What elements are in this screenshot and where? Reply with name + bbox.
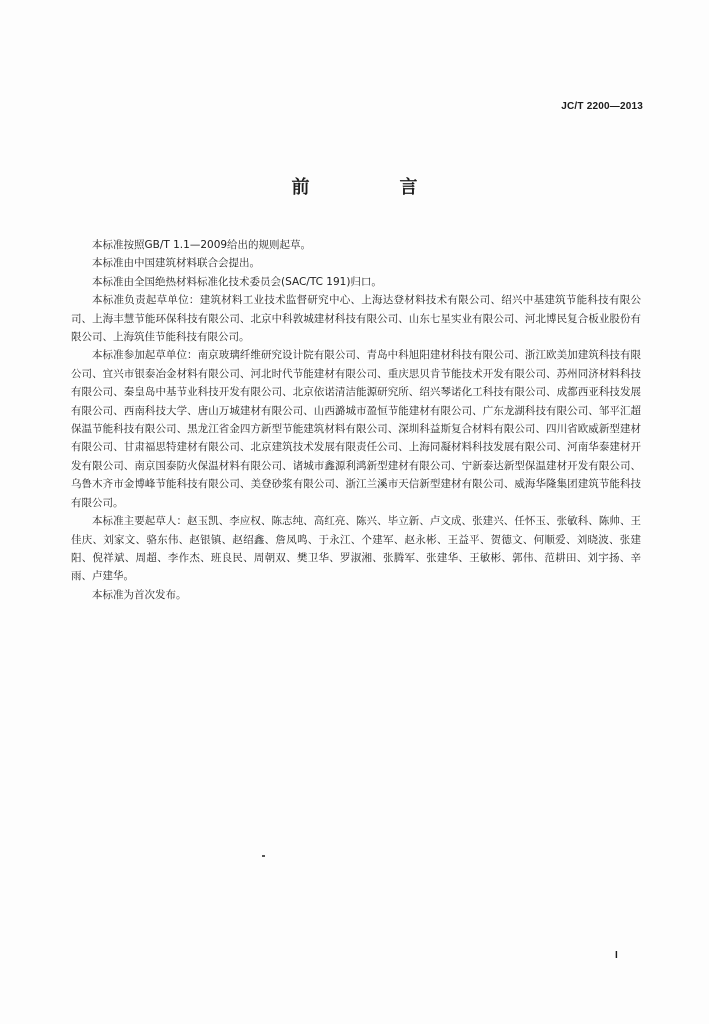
foreword-body bbox=[71, 236, 641, 604]
scan-speck bbox=[262, 855, 265, 857]
standard-code: JC/T 2200—2013 bbox=[561, 101, 643, 112]
paragraph-participating-units: 本标准参加起草单位：南京玻璃纤维研究设计院有限公司、青岛中科旭阳建材科技有限公司、浙江欧美加建筑科技有限公司、宜兴市银泰冶金材料有限公司、河北时代节能建材有限公司、重庆思贝肯节能技术开发有限公司、苏州同济材料科技有限公司、秦皇岛中基节业科技开发有限公司、北京依诺清洁能源研究所、绍兴琴诺化工科技有限公司、成都西亚科技发展有限公司、西南科技大学、唐山万城建材有限公司、山西潞城市盈恒节能建材有限公司、广东龙湖科技有限公司、邹平汇超保温节能科技有限公司、黑龙江省金四方新型节能建筑材料有限公司、深圳科益斯复合材料有限公司、四川省欧威新型建材有限公司、甘肃福思特建材有限公司、北京建筑技术发展有限责任公司、上海同凝材料科技发展有限公司、河南华泰建材开发有限公司、南京国泰防火保温材料有限公司、诸城市鑫源利鸿新型建材有限公司、宁新泰达新型保温建材开发有限公司、乌鲁木齐市金博峰节能科技有限公司、美登砂浆有限公司、浙江兰溪市天信新型建材有限公司、威海华隆集团建筑节能科技有限公司。 bbox=[71, 349, 641, 509]
paragraph-proposer: 本标准由中国建筑材料联合会提出。 bbox=[92, 257, 260, 270]
paragraph-first-release: 本标准为首次发布。 bbox=[92, 588, 187, 601]
paragraph-lead-drafting-units: 本标准负责起草单位：建筑材料工业技术监督研究中心、上海达登材料技术有限公司、绍兴中基建筑节能科技有限公司、上海丰慧节能环保科技有限公司、北京中科敦城建材科技有限公司、山东七星实业有限公司、河北博民复合板业股份有限公司、上海筑佳节能科技有限公司。 bbox=[71, 294, 641, 344]
page-title: 前 言 bbox=[291, 177, 454, 198]
paragraph-administering-committee: 本标准由全国绝热材料标准化技术委员会(SAC/TC 191)归口。 bbox=[92, 275, 382, 288]
paragraph-drafting-rules: 本标准按照GB/T 1.1—2009给出的规则起草。 bbox=[92, 239, 312, 251]
paragraph-main-drafters: 本标准主要起草人：赵玉凯、李应权、陈志纯、高红亮、陈兴、毕立新、卢文成、张建兴、任怀玉、张敏科、陈帅、王佳庆、刘家文、骆东伟、赵银镇、赵绍鑫、詹凤鸣、于永江、个建军、赵永彬、王益平、贺德文、何顺爱、刘晓波、张建阳、倪祥斌、周超、李作杰、班良民、周朝双、樊卫华、罗淑湘、张腾军、张建华、王敏彬、郭伟、范耕田、刘宇扬、辛雨、卢建华。 bbox=[71, 515, 641, 583]
page-number: I bbox=[615, 950, 618, 961]
